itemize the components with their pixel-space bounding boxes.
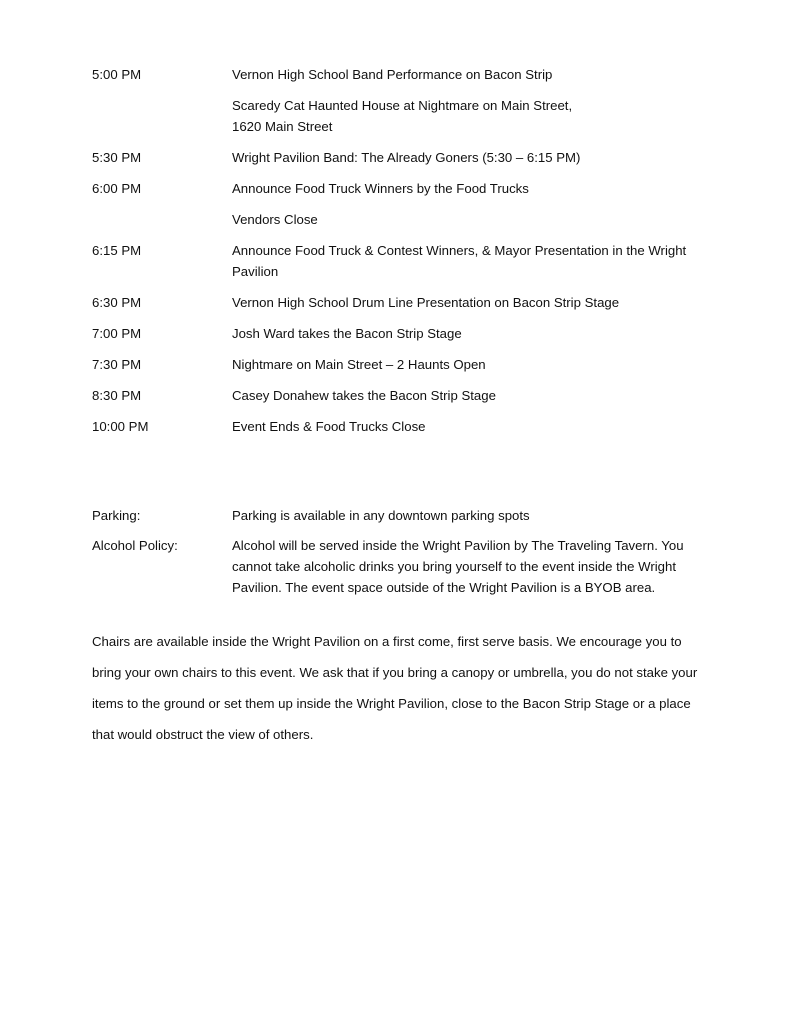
schedule-event: Scaredy Cat Haunted House at Nightmare on Main Street, 1620 Main Street [232,98,573,134]
info-text: Parking is available in any downtown parking spots [232,508,530,523]
info-label: Alcohol Policy: [92,538,178,553]
schedule-event: Announce Food Truck Winners by the Food Trucks [232,181,529,196]
schedule-events [232,385,712,406]
schedule-event: Casey Donahew takes the Bacon Strip Stage [232,388,496,403]
schedule-events [232,354,712,375]
schedule-time: 5:00 PM [92,67,142,82]
schedule-events [232,416,712,437]
schedule-time: 10:00 PM [92,419,149,434]
schedule-time: 6:15 PM [92,243,142,258]
schedule-time: 6:00 PM [92,181,142,196]
schedule-time: 6:30 PM [92,295,142,310]
schedule-time: 7:00 PM [92,326,142,341]
event-schedule [92,64,712,447]
schedule-row [92,416,712,437]
schedule-event: Vendors Close [232,212,318,227]
schedule-row [92,147,712,168]
schedule-row [92,240,712,282]
schedule-row [92,178,712,230]
info-label: Parking: [92,508,141,523]
chairs-paragraph: Chairs are available inside the Wright Pavilion on a first come, first serve basis. We encourage you to bring your own chairs to this event. We ask that if you bring a canopy or umbrella, you do not stake your items to the ground or set them up inside the Wright Pavilion, close to the Bacon Strip Stage or a place that would obstruct the view of others. [92,634,698,742]
info-row [92,535,712,598]
schedule-row [92,64,712,137]
schedule-event: Josh Ward takes the Bacon Strip Stage [232,326,462,341]
schedule-events [232,178,712,230]
schedule-events [232,240,712,282]
schedule-event: Wright Pavilion Band: The Already Goners (5:30 – 6:15 PM) [232,150,581,165]
schedule-row [92,323,712,344]
schedule-row [92,292,712,313]
schedule-event: Vernon High School Drum Line Presentation on Bacon Strip Stage [232,295,620,310]
schedule-events [232,292,712,313]
schedule-time: 7:30 PM [92,357,142,372]
schedule-row [92,354,712,375]
schedule-time: 8:30 PM [92,388,142,403]
schedule-events [232,147,712,168]
event-info [92,505,712,607]
schedule-event: Event Ends & Food Trucks Close [232,419,426,434]
schedule-events [232,64,712,137]
info-text: Alcohol will be served inside the Wright Pavilion by The Traveling Tavern. You cannot take alcoholic drinks you bring yourself to the event inside the Wright Pavilion. The event space outside of the Wright Pavilion is a BYOB area. [232,538,684,595]
schedule-row [92,385,712,406]
schedule-time: 5:30 PM [92,150,142,165]
schedule-event: Nightmare on Main Street – 2 Haunts Open [232,357,486,372]
schedule-event: Announce Food Truck & Contest Winners, & Mayor Presentation in the Wright Pavilion [232,243,687,279]
schedule-event: Vernon High School Band Performance on Bacon Strip [232,67,553,82]
info-row [92,505,712,526]
schedule-events [232,323,712,344]
